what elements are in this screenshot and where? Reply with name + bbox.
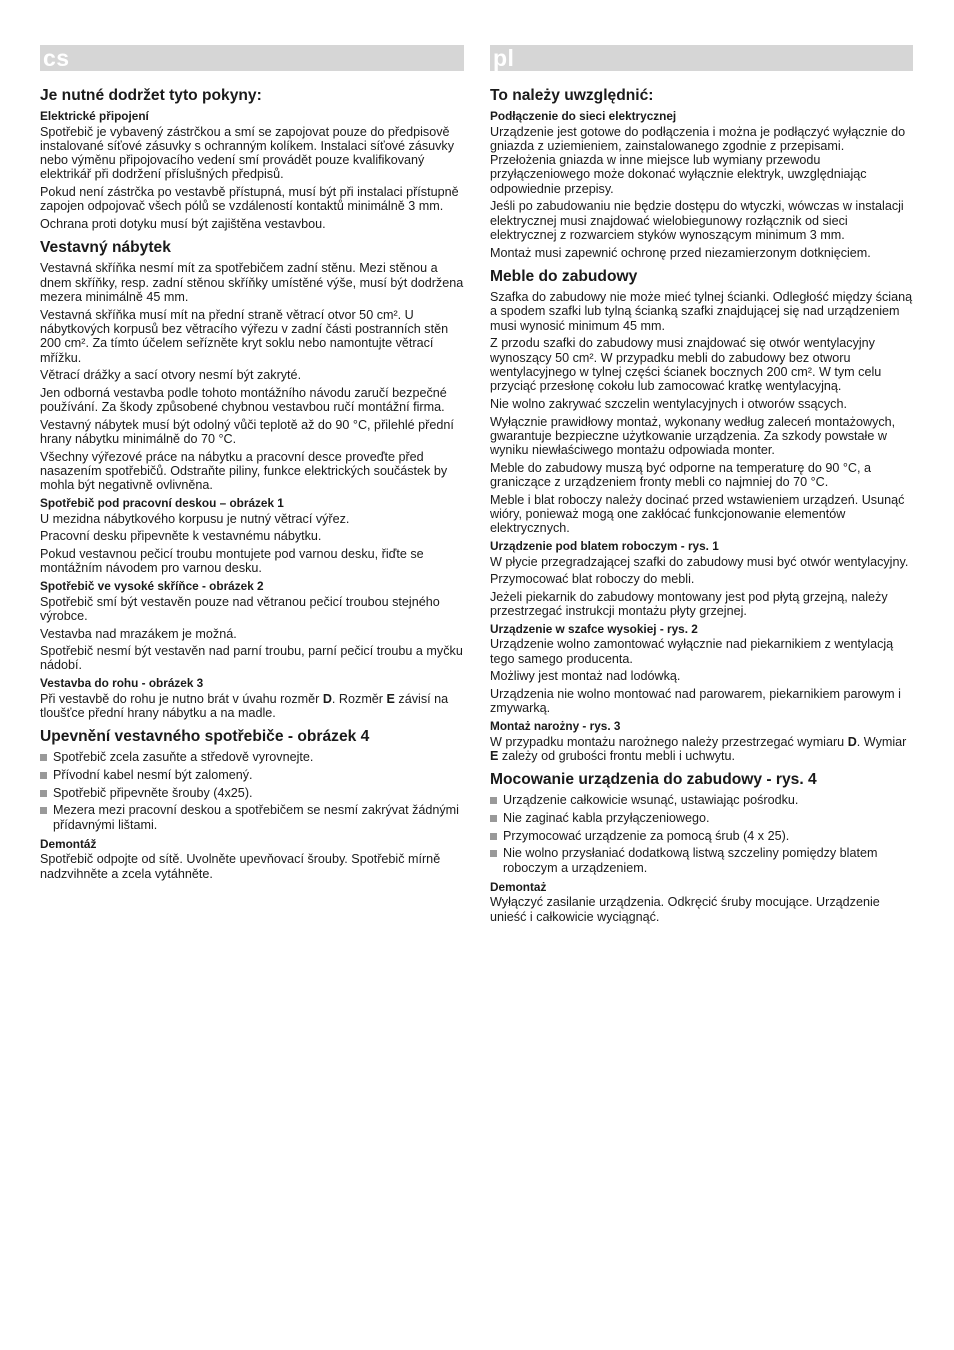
- square-bullet-icon: [40, 754, 47, 761]
- paragraph: Ochrana proti dotyku musí být zajištěna vestavbou.: [40, 217, 326, 232]
- list-item-text: Urządzenie całkowicie wsunąć, ustawiając pośrodku.: [503, 793, 799, 808]
- paragraph: Urządzenie wolno zamontować wyłącznie nad piekarnikiem z wentylacją tego samego producenta.: [490, 637, 894, 666]
- list-item-text: Přívodní kabel nesmí být zalomený.: [53, 767, 253, 782]
- list-item-text: Spotřebič připevněte šrouby (4x25).: [53, 785, 253, 800]
- section-title: Vestavný nábytek: [40, 239, 171, 257]
- list-item-text: Spotřebič zcela zasuňte a středově vyrovnejte.: [53, 750, 314, 765]
- paragraph: Jen odborná vestavba podle tohoto montážního návodu zaručí bezpečné používání. Za škody způsobené chybnou vestavbou ručí montážní firma.: [40, 385, 447, 415]
- section-title: Mocowanie urządzenia do zabudowy - rys. 4: [490, 771, 817, 789]
- paragraph: [490, 735, 913, 764]
- section-title: To należy uwzględnić:: [490, 87, 654, 104]
- dimension-d: D: [847, 734, 857, 749]
- paragraph: Spotřebič odpojte od sítě. Uvolněte upevňovací šrouby. Spotřebič mírně nadzvihněte a zcela vytáhněte.: [40, 852, 441, 881]
- paragraph: Wyłączyć zasilanie urządzenia. Odkręcić śruby mocujące. Urządzenie unieść i całkowicie wyciągnąć.: [490, 895, 880, 924]
- section-title: Meble do zabudowy: [490, 267, 638, 285]
- text-run: . Wymiar: [856, 734, 907, 749]
- paragraph: Meble i blat roboczy należy docinać przed wstawieniem urządzeń. Usunąć wióry, ponieważ mogą one zakłócać funkcjonowanie elementów elektrycznych.: [490, 492, 905, 536]
- paragraph: Szafka do zabudowy nie może mieć tylnej ścianki. Odległość między ścianą a spodem szafki lub tylną ścianką szafki znajdującej się nad urządzeniem musi wynosić minimum 45 mm.: [490, 289, 913, 333]
- paragraph: Vestavba nad mrazákem je možná.: [40, 626, 237, 641]
- paragraph: Spotřebič nesmí být vestavěn nad parní troubu, parní pečicí troubu a myčku nádobí.: [40, 644, 463, 673]
- bullet-list: [40, 750, 464, 832]
- dimension-e: E: [490, 748, 499, 763]
- dimension-d: D: [322, 691, 332, 706]
- square-bullet-icon: [490, 815, 497, 822]
- paragraph: [40, 692, 464, 721]
- paragraph: U mezidna nábytkového korpusu je nutný větrací výřez.: [40, 511, 350, 526]
- paragraph: Spotřebič je vybavený zástrčkou a smí se zapojovat pouze do předpisově instalované síťové zásuvky s ochranným kolíkem. Instalaci síťové zásuvky nebo výměnu připojovacího vedení smí provádět pouze kvalifikovaný elektrikář při dodržení příslušných předpisů.: [40, 124, 455, 182]
- paragraph: Jeżeli piekarnik do zabudowy montowany jest pod płytą grzejną, należy przestrzegać instrukcji montażu płyty grzejnej.: [490, 589, 888, 619]
- list-item: [40, 803, 464, 832]
- text-run: W przypadku montażu narożnego należy przestrzegać wymiaru: [490, 734, 848, 749]
- list-item: [490, 793, 913, 807]
- text-run: zależy od grubości frontu mebli i uchwytu.: [498, 748, 736, 763]
- list-item-text: Nie zaginać kabla przyłączeniowego.: [503, 810, 710, 825]
- subsection-title: Elektrické připojení: [40, 109, 149, 123]
- list-item-text: Przymocować urządzenie za pomocą śrub (4 x 25).: [503, 828, 790, 843]
- language-header-cs: cs: [40, 45, 464, 71]
- paragraph: W płycie przegradzającej szafki do zabudowy musi być otwór wentylacyjny.: [490, 554, 909, 569]
- content-pl: [490, 71, 913, 924]
- square-bullet-icon: [40, 807, 47, 814]
- content-cs: [40, 71, 464, 881]
- paragraph: Nie wolno zakrywać szczelin wentylacyjnych i otworów ssących.: [490, 396, 847, 411]
- paragraph: Spotřebič smí být vestavěn pouze nad větranou pečicí troubou stejného výrobce.: [40, 594, 440, 623]
- list-item-text: Mezera mezi pracovní deskou a spotřebičem se nesmí zakrývat žádnými přídavnými lištami.: [53, 803, 459, 832]
- subsection-title: Vestavba do rohu - obrázek 3: [40, 676, 204, 691]
- column-pl: [490, 45, 913, 927]
- section-title: Je nutné dodržet tyto pokyny:: [40, 87, 262, 104]
- subsection-title: Podłączenie do sieci elektrycznej: [490, 109, 677, 123]
- paragraph: Przymocować blat roboczy do mebli.: [490, 572, 695, 587]
- paragraph: Všechny výřezové práce na nábytku a pracovní desce proveďte před nasazením spotřebičů. Odstraňte piliny, funkce elektrických součástek by mohla být negativně ovlivněna.: [40, 449, 448, 493]
- paragraph: Vestavný nábytek musí být odolný vůči teplotě až do 90 °C, přilehlé přední hrany nábytku minimálně do 70 °C.: [40, 417, 454, 447]
- text-run: . Rozměr: [331, 691, 387, 706]
- square-bullet-icon: [40, 772, 47, 779]
- paragraph: Pokud vestavnou pečicí troubu montujete pod varnou desku, řiďte se montážním návodem pro varnou desku.: [40, 547, 424, 576]
- list-item: [40, 750, 464, 764]
- list-item: [490, 829, 913, 843]
- subsection-title: Montaż narożny - rys. 3: [490, 719, 621, 734]
- square-bullet-icon: [490, 833, 497, 840]
- square-bullet-icon: [490, 850, 497, 857]
- subsection-title: Urządzenie w szafce wysokiej - rys. 2: [490, 621, 698, 636]
- paragraph: Możliwy jest montaż nad lodówką.: [490, 669, 681, 684]
- list-item: [40, 786, 464, 800]
- paragraph: Pracovní desku připevněte k vestavnému nábytku.: [40, 529, 322, 544]
- text-run: Při vestavbě do rohu je nutno brát v úvahu rozměr: [40, 691, 323, 706]
- list-item: [40, 768, 464, 782]
- paragraph: Větrací drážky a sací otvory nesmí být zakryté.: [40, 368, 302, 383]
- bullet-list: [490, 793, 913, 875]
- language-header-pl: pl: [490, 45, 913, 71]
- list-item: [490, 811, 913, 825]
- subsection-title: Spotřebič pod pracovní deskou – obrázek 1: [40, 496, 284, 511]
- paragraph: Z przodu szafki do zabudowy musi znajdować się otwór wentylacyjny wynoszący 50 cm². W przypadku mebli do zabudowy bez otworu wentylacyjnego w tylnej części ścianek bocznych 200 cm². W tym celu przyciąć przesłonę cokołu lub zamocować kratkę wentylacyjną.: [490, 336, 882, 394]
- paragraph: Urządzenie jest gotowe do podłączenia i można je podłączyć wyłącznie do gniazda z uziemieniem, zainstalowanego zgodnie z przepisami. Przełożenia gniazda w inne miejsce lub wymiany przewodu przyłączeniowego może dokonać wyłącznie elektryk, uwzględniając odpowiednie przepisy.: [490, 124, 906, 196]
- paragraph: Vestavná skříňka nesmí mít za spotřebičem zadní stěnu. Mezi stěnou a dnem skříňky, resp. zadní stěnou skříňky umístěné výše, musí být dodržena mezera minimálně 45 mm.: [40, 261, 464, 304]
- paragraph: Pokud není zástrčka po vestavbě přístupná, musí být při instalaci přístupně zapojen odpojovač všech pólů se vzdáleností kontaktů minimálně 3 mm.: [40, 185, 459, 214]
- list-item-text: Nie wolno przysłaniać dodatkową listwą szczeliny pomiędzy blatem roboczym a urządzeniem.: [503, 846, 878, 875]
- paragraph: Vestavná skříňka musí mít na přední straně větrací otvor 50 cm². U nábytkových korpusů bez větracího výřezu v zadní části postranních stěn 200 cm². Za tímto účelem seřízněte kryt soklu nebo namontujte větrací mřížku.: [40, 307, 449, 365]
- paragraph: Wyłącznie prawidłowy montaż, wykonany według zaleceń montażowych, gwarantuje bezpieczne użytkowanie urządzenia. Za szkody powstałe w wyniku niewłaściwego montażu odpowiada monter.: [490, 414, 896, 458]
- square-bullet-icon: [490, 797, 497, 804]
- subsection-title: Demontáž: [40, 836, 97, 851]
- subsection-title: Urządzenie pod blatem roboczym - rys. 1: [490, 539, 719, 554]
- column-cs: [40, 45, 464, 884]
- subsection-title: Spotřebič ve vysoké skříňce - obrázek 2: [40, 579, 264, 594]
- text-run: závisí na tloušťce přední hrany nábytku a na madle.: [40, 691, 449, 720]
- dimension-e: E: [386, 691, 395, 706]
- subsection-title: Demontaż: [490, 879, 547, 894]
- paragraph: Meble do zabudowy muszą być odporne na temperaturę do 90 °C, a graniczące z urządzeniem fronty mebli co najmniej do 70 °C.: [490, 460, 871, 490]
- paragraph: Jeśli po zabudowaniu nie będzie dostępu do wtyczki, wówczas w instalacji elektrycznej musi znajdować wielobiegunowy rozłącznik od sieci elektrycznej z rozwarciem styków wynoszącym minimum 3 mm.: [490, 199, 904, 242]
- section-title: Upevnění vestavného spotřebiče - obrázek 4: [40, 728, 370, 746]
- paragraph: Montaż musi zapewnić ochronę przed niezamierzonym dotknięciem.: [490, 245, 871, 260]
- paragraph: Urządzenia nie wolno montować nad parowarem, piekarnikiem parowym i zmywarką.: [490, 687, 901, 716]
- square-bullet-icon: [40, 790, 47, 797]
- list-item: [490, 846, 913, 875]
